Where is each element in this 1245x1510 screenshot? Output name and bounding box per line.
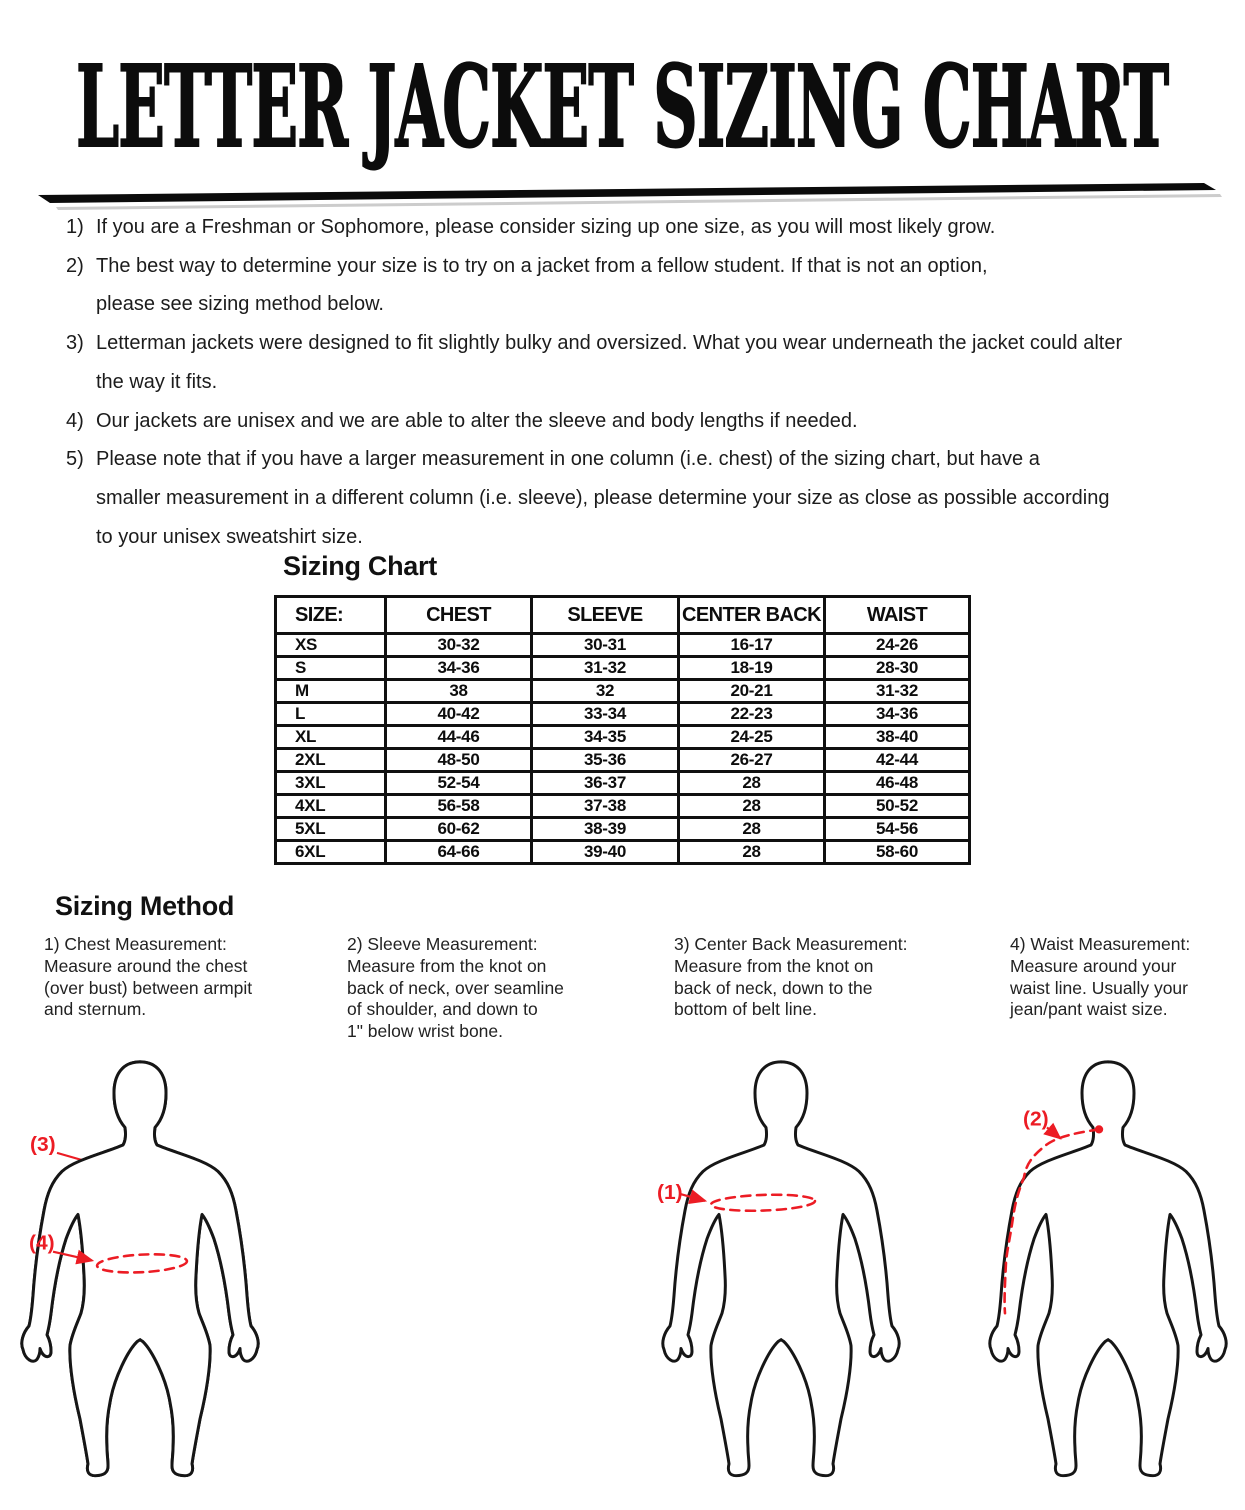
sleeve-measurement-figure (968, 1056, 1245, 1506)
size-label-cell: XS (276, 634, 386, 657)
column-header: CHEST (386, 597, 532, 634)
size-label-cell: XL (276, 726, 386, 749)
method-line: jean/pant waist size. (1010, 999, 1168, 1020)
figure-label: (2) (1023, 1107, 1049, 1131)
method-line: Measure from the knot on (347, 955, 547, 976)
measurement-cell: 50-52 (825, 795, 970, 818)
method-line: Measure from the knot on (674, 955, 874, 976)
measurement-cell: 28 (679, 795, 825, 818)
measurement-cell: 26-27 (679, 749, 825, 772)
method-line: back of neck, down to the (674, 977, 873, 998)
method-line: 1) Chest Measurement: (44, 934, 227, 954)
measurement-cell: 64-66 (386, 841, 532, 864)
measurement-cell: 39-40 (532, 841, 679, 864)
table-row (276, 841, 970, 864)
measurement-cell: 20-21 (679, 680, 825, 703)
notes-list (66, 208, 1206, 556)
table-row (276, 795, 970, 818)
method-line: of shoulder, and down to (347, 999, 538, 1020)
method-line: back of neck, over seamline (347, 977, 564, 998)
method-item (674, 934, 907, 1021)
measurement-cell: 28 (679, 841, 825, 864)
note-line: smaller measurement in a different column (i.e. sleeve), please determine your size as close as possible according (96, 486, 1110, 509)
size-label-cell: 4XL (276, 795, 386, 818)
measurement-cell: 38-39 (532, 818, 679, 841)
label-arrow (1047, 1127, 1060, 1138)
sizing-method-heading: Sizing Method (55, 891, 235, 921)
note-line: please see sizing method below. (96, 293, 384, 316)
note-line: Letterman jackets were designed to fit slightly bulky and oversized. What you wear underneath the jacket could alter (96, 332, 1123, 355)
note-item (66, 208, 1206, 247)
measurement-cell: 31-32 (532, 657, 679, 680)
figure-label: (1) (657, 1181, 683, 1204)
table-row (276, 703, 970, 726)
measurement-cell: 30-32 (386, 634, 532, 657)
size-label-cell: 5XL (276, 818, 386, 841)
measurement-cell: 24-26 (825, 634, 970, 657)
measurement-cell: 37-38 (532, 795, 679, 818)
size-label-cell: 3XL (276, 772, 386, 795)
measurement-cell: 28 (679, 818, 825, 841)
measurement-cell: 60-62 (386, 818, 532, 841)
note-item (66, 324, 1206, 401)
method-line: Measure around your (1010, 955, 1177, 976)
measurement-cell: 31-32 (825, 680, 970, 703)
neck-knot-dot (1095, 1125, 1103, 1133)
size-label-cell: S (276, 657, 386, 680)
measurement-cell: 54-56 (825, 818, 970, 841)
method-line: bottom of belt line. (674, 999, 817, 1020)
size-label-cell: 2XL (276, 749, 386, 772)
note-line: The best way to determine your size is to try on a jacket from a fellow student. If that is not an option, (96, 254, 988, 277)
measurement-cell: 44-46 (386, 726, 532, 749)
note-line: the way it fits. (96, 370, 218, 393)
figure-label: (3) (29, 1133, 56, 1156)
table-row (276, 634, 970, 657)
table-row (276, 680, 970, 703)
note-number: 1) (66, 216, 84, 238)
note-number: 4) (66, 409, 84, 432)
method-line: and sternum. (44, 999, 147, 1020)
note-text (96, 324, 1122, 401)
table-row (276, 749, 970, 772)
measurement-cell: 35-36 (532, 749, 679, 772)
method-line: (over bust) between armpit (44, 977, 253, 998)
column-header: SLEEVE (532, 597, 679, 634)
method-line: 2) Sleeve Measurement: (347, 934, 538, 954)
measurement-cell: 34-35 (532, 726, 679, 749)
sizing-method-grid (0, 934, 1245, 1049)
divider-bar (38, 183, 1216, 203)
waist-measurement-figure (0, 1056, 280, 1506)
body-outline (22, 1062, 258, 1476)
size-label-cell: L (276, 703, 386, 726)
sizing-chart-heading: Sizing Chart (283, 551, 437, 581)
measurement-cell: 58-60 (825, 841, 970, 864)
sizing-table-header-row (276, 597, 970, 634)
measurement-cell: 46-48 (825, 772, 970, 795)
measurement-cell: 28-30 (825, 657, 970, 680)
method-item (44, 934, 252, 1021)
size-label-cell: M (276, 680, 386, 703)
sizing-chart-table (274, 595, 971, 865)
method-line: waist line. Usually your (1010, 977, 1188, 998)
method-line: 1" below wrist bone. (347, 1021, 504, 1042)
measurement-cell: 34-36 (825, 703, 970, 726)
method-line: 4) Waist Measurement: (1010, 934, 1191, 954)
method-line: Measure around the chest (44, 955, 248, 976)
method-item (1010, 934, 1190, 1021)
table-row (276, 818, 970, 841)
measurement-cell: 52-54 (386, 772, 532, 795)
measurement-cell: 18-19 (679, 657, 825, 680)
table-row (276, 657, 970, 680)
note-line: to your unisex sweatshirt size. (96, 525, 363, 548)
measurement-cell: 30-31 (532, 634, 679, 657)
page-title: LETTER JACKET SIZING CHART (76, 42, 1169, 173)
method-item (347, 934, 564, 1043)
measurement-cell: 42-44 (825, 749, 970, 772)
measurement-cell: 40-42 (386, 703, 532, 726)
figure-label: (4) (28, 1231, 55, 1255)
note-text (96, 440, 1109, 556)
note-number: 2) (66, 254, 84, 277)
note-item (66, 402, 1206, 441)
measurement-cell: 33-34 (532, 703, 679, 726)
note-number: 3) (66, 332, 84, 355)
measurement-cell: 22-23 (679, 703, 825, 726)
measurement-cell: 56-58 (386, 795, 532, 818)
column-header: WAIST (825, 597, 970, 634)
note-text (96, 208, 995, 247)
table-row (276, 772, 970, 795)
note-line: Please note that if you have a larger measurement in one column (i.e. chest) of the sizing chart, but have a (96, 448, 1040, 471)
column-header: CENTER BACK (679, 597, 825, 634)
body-outline (663, 1062, 899, 1476)
measurement-cell: 34-36 (386, 657, 532, 680)
note-item (66, 440, 1206, 556)
measurement-cell: 16-17 (679, 634, 825, 657)
table-row (276, 726, 970, 749)
chest-measurement-figure (641, 1056, 921, 1506)
note-text (96, 402, 858, 441)
note-number: 5) (66, 448, 84, 471)
note-line: Our jackets are unisex and we are able to alter the sleeve and body lengths if needed. (96, 409, 858, 432)
method-line: 3) Center Back Measurement: (674, 934, 908, 954)
note-line: If you are a Freshman or Sophomore, please consider sizing up one size, as you will most likely grow. (96, 216, 996, 238)
measurement-cell: 28 (679, 772, 825, 795)
note-item (66, 247, 1206, 324)
note-text (96, 247, 988, 324)
measurement-cell: 24-25 (679, 726, 825, 749)
measurement-cell: 38-40 (825, 726, 970, 749)
measurement-cell: 32 (532, 680, 679, 703)
measurement-cell: 38 (386, 680, 532, 703)
measurement-cell: 36-37 (532, 772, 679, 795)
size-label-cell: 6XL (276, 841, 386, 864)
column-header: SIZE: (276, 597, 386, 634)
sizing-table-body (276, 634, 970, 864)
measurement-cell: 48-50 (386, 749, 532, 772)
